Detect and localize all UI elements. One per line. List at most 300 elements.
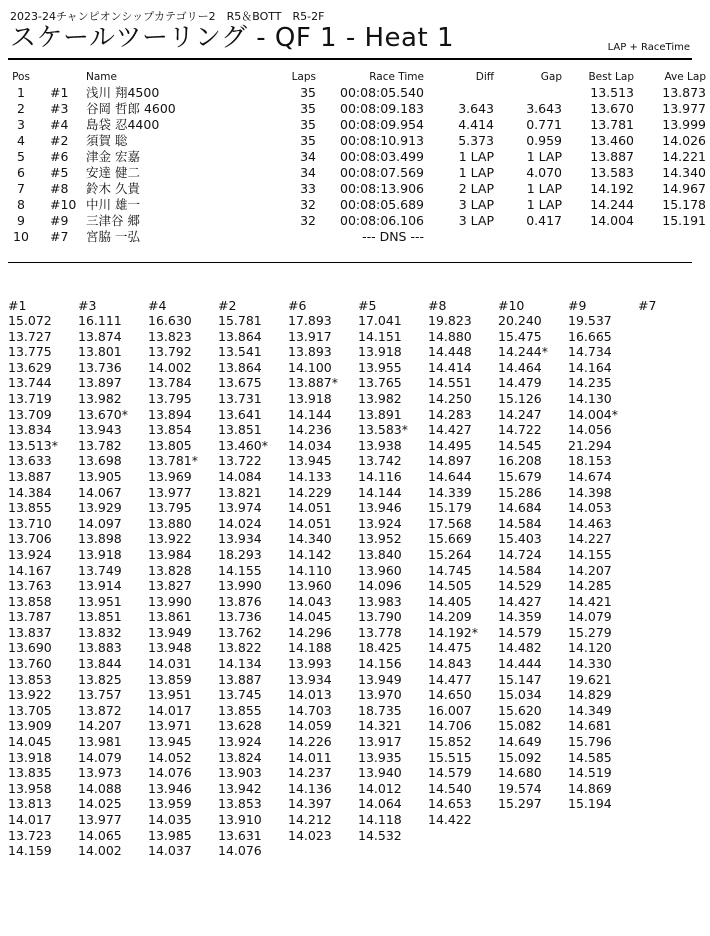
lap-time: 13.872 xyxy=(78,702,122,718)
cell-gap: 0.417 xyxy=(526,213,562,228)
cell-car-number: #7 xyxy=(50,229,69,244)
lap-time: 13.749 xyxy=(78,562,122,578)
lap-time: 14.359 xyxy=(498,609,542,625)
lap-time: 13.971 xyxy=(148,718,192,734)
lap-time: 14.209 xyxy=(428,609,472,625)
cell-ave-lap: 13.873 xyxy=(662,85,706,100)
lap-time: 14.584 xyxy=(498,515,542,531)
lap-time: 14.649 xyxy=(498,734,542,750)
lap-time: 13.731 xyxy=(218,390,262,406)
lap-time: 15.475 xyxy=(498,328,542,344)
lap-time: 13.982 xyxy=(358,390,402,406)
lap-time: 18.425 xyxy=(358,640,402,656)
header-ave-lap: Ave Lap xyxy=(664,71,706,83)
lap-time: 13.876 xyxy=(218,593,262,609)
lap-time: 14.285 xyxy=(568,578,612,594)
lap-time: 18.153 xyxy=(568,453,612,469)
lap-time: 14.156 xyxy=(358,656,402,672)
lap-time: 14.422 xyxy=(428,812,472,827)
lap-time: 13.891 xyxy=(358,406,402,422)
lap-time: 13.698 xyxy=(78,453,122,469)
lap-time: 13.641 xyxy=(218,406,262,422)
lap-time: 13.974 xyxy=(218,500,262,516)
lap-time: 14.644 xyxy=(428,468,472,484)
lap-time: 13.977 xyxy=(78,812,122,827)
lap-time: 13.834 xyxy=(8,422,52,438)
lap-time: 14.227 xyxy=(568,531,612,547)
lap-time: 13.844 xyxy=(78,656,122,672)
lap-time: 19.621 xyxy=(568,671,612,687)
lap-time: 14.164 xyxy=(568,359,612,375)
lap-time: 14.144 xyxy=(288,406,332,422)
lap-column-header: #1 xyxy=(8,298,27,313)
lap-time: 13.824 xyxy=(218,749,262,765)
cell-dns-fill xyxy=(424,229,710,245)
lap-time: 15.092 xyxy=(498,749,542,765)
lap-time: 13.832 xyxy=(78,624,122,640)
lap-time: 14.096 xyxy=(358,578,402,594)
lap-time: 13.946 xyxy=(358,500,402,516)
lap-time: 19.537 xyxy=(568,313,612,328)
result-row xyxy=(8,117,710,133)
lap-time: 14.843 xyxy=(428,656,472,672)
lap-time: 14.745 xyxy=(428,562,472,578)
cell-laps: 34 xyxy=(300,149,316,164)
cell-laps: 33 xyxy=(300,181,316,196)
lap-time: 13.840 xyxy=(358,546,402,562)
lap-time: 13.887* xyxy=(288,375,338,391)
lap-time: 13.813 xyxy=(8,796,52,812)
cell-driver-name: 三津谷 郷 xyxy=(86,213,140,228)
lap-time: 14.397 xyxy=(288,796,332,812)
lap-time: 14.545 xyxy=(498,437,542,453)
lap-time: 13.762 xyxy=(218,624,262,640)
lap-time: 13.801 xyxy=(78,344,122,360)
lap-time: 14.045 xyxy=(8,734,52,750)
lap-time: 14.237 xyxy=(288,765,332,781)
lap-time: 14.551 xyxy=(428,375,472,391)
lap-time: 14.031 xyxy=(148,656,192,672)
cell-pos: 10 xyxy=(13,229,29,244)
lap-time: 13.942 xyxy=(218,780,262,796)
lap-time: 13.922 xyxy=(148,531,192,547)
lap-time: 13.887 xyxy=(8,468,52,484)
lap-time: 14.053 xyxy=(568,500,612,516)
lap-time: 13.835 xyxy=(8,765,52,781)
lap-time: 14.002 xyxy=(78,843,122,859)
cell-diff: 2 LAP xyxy=(458,181,494,196)
lap-time: 15.620 xyxy=(498,702,542,718)
cell-diff: 4.414 xyxy=(458,117,494,132)
lap-time: 13.883 xyxy=(78,640,122,656)
lap-column-header: #10 xyxy=(498,298,525,313)
lap-time: 14.869 xyxy=(568,780,612,796)
cell-car-number: #6 xyxy=(50,149,69,164)
lap-time: 13.969 xyxy=(148,468,192,484)
lap-time: 18.735 xyxy=(358,702,402,718)
lap-time: 15.194 xyxy=(568,796,612,812)
lap-time: 19.574 xyxy=(498,780,542,796)
lap-time: 13.710 xyxy=(8,515,52,531)
cell-gap: 1 LAP xyxy=(526,197,562,212)
lap-time: 14.134 xyxy=(218,656,262,672)
lap-time: 13.917 xyxy=(288,328,332,344)
results-table xyxy=(8,70,710,245)
header-laps: Laps xyxy=(291,71,316,83)
lap-time: 13.633 xyxy=(8,453,52,469)
lap-time: 14.477 xyxy=(428,671,472,687)
lap-time: 13.778 xyxy=(358,624,402,640)
lap-time: 14.025 xyxy=(78,796,122,812)
lap-time: 13.993 xyxy=(288,656,332,672)
lap-time: 20.240 xyxy=(498,313,542,328)
lap-time: 14.880 xyxy=(428,328,472,344)
lap-time: 14.650 xyxy=(428,687,472,703)
lap-time: 13.853 xyxy=(8,671,52,687)
lap-time: 14.051 xyxy=(288,515,332,531)
lap-time: 13.914 xyxy=(78,578,122,594)
lap-time: 14.479 xyxy=(498,375,542,391)
lap-time: 13.922 xyxy=(8,687,52,703)
results-body xyxy=(8,85,710,245)
cell-ave-lap: 14.221 xyxy=(662,149,706,164)
lap-time: 13.945 xyxy=(148,734,192,750)
lap-time: 14.144 xyxy=(358,484,402,500)
cell-driver-name: 宮脇 一弘 xyxy=(86,229,140,244)
lap-time: 13.631 xyxy=(218,827,262,843)
lap-time: 14.505 xyxy=(428,578,472,594)
cell-laps: 35 xyxy=(300,85,316,100)
cell-pos: 6 xyxy=(17,165,25,180)
lap-time: 13.795 xyxy=(148,390,192,406)
lap-time: 13.959 xyxy=(148,796,192,812)
lap-time: 13.946 xyxy=(148,780,192,796)
lap-time: 15.279 xyxy=(568,624,612,640)
lap-time: 14.339 xyxy=(428,484,472,500)
lap-time: 13.775 xyxy=(8,344,52,360)
cell-diff: 3 LAP xyxy=(458,197,494,212)
lap-time: 13.854 xyxy=(148,422,192,438)
lap-time: 13.934 xyxy=(218,531,262,547)
lap-time: 13.690 xyxy=(8,640,52,656)
lap-time: 14.011 xyxy=(288,749,332,765)
lap-time: 14.463 xyxy=(568,515,612,531)
cell-laps: 34 xyxy=(300,165,316,180)
cell-driver-name: 津金 宏嘉 xyxy=(86,149,140,164)
cell-best-lap: 14.244 xyxy=(590,197,634,212)
cell-driver-name: 安達 健二 xyxy=(86,165,140,180)
lap-time: 15.264 xyxy=(428,546,472,562)
lap-time: 13.861 xyxy=(148,609,192,625)
lap-time: 13.982 xyxy=(78,390,122,406)
header-name: Name xyxy=(86,71,117,83)
lap-time: 13.981 xyxy=(78,734,122,750)
result-row xyxy=(8,101,710,117)
cell-driver-name: 中川 雄一 xyxy=(86,197,140,212)
lap-time: 14.482 xyxy=(498,640,542,656)
lap-time: 13.821 xyxy=(218,484,262,500)
lap-time: 13.918 xyxy=(358,344,402,360)
lap-time: 13.757 xyxy=(78,687,122,703)
lap-time: 13.897 xyxy=(78,375,122,391)
result-row xyxy=(8,181,710,197)
cell-race-time: 00:08:13.906 xyxy=(340,181,424,196)
lap-time: 14.384 xyxy=(8,484,52,500)
lap-time: 13.903 xyxy=(218,765,262,781)
lap-time: 13.910 xyxy=(218,812,262,827)
cell-laps: 35 xyxy=(300,133,316,148)
lap-time: 14.250 xyxy=(428,390,472,406)
lap-time: 14.897 xyxy=(428,453,472,469)
lap-time: 13.790 xyxy=(358,609,402,625)
lap-time: 13.736 xyxy=(78,359,122,375)
lap-time: 13.949 xyxy=(148,624,192,640)
lap-column-header: #2 xyxy=(218,298,237,313)
lap-time: 13.924 xyxy=(8,546,52,562)
lap-time: 13.795 xyxy=(148,500,192,516)
cell-ave-lap: 14.026 xyxy=(662,133,706,148)
lap-time: 13.945 xyxy=(288,453,332,469)
results-divider xyxy=(8,262,692,263)
lap-time: 16.007 xyxy=(428,702,472,718)
lap-time: 15.126 xyxy=(498,390,542,406)
lap-time: 14.427 xyxy=(428,422,472,438)
lap-time: 14.084 xyxy=(218,468,262,484)
lap-time: 13.460* xyxy=(218,437,268,453)
lap-time: 13.859 xyxy=(148,671,192,687)
lap-time: 13.675 xyxy=(218,375,262,391)
lap-time: 14.118 xyxy=(358,812,402,827)
cell-best-lap: 13.781 xyxy=(590,117,634,132)
lap-time: 13.898 xyxy=(78,531,122,547)
cell-race-time: 00:08:05.689 xyxy=(340,197,424,212)
lap-time: 13.952 xyxy=(358,531,402,547)
lap-time: 13.960 xyxy=(288,578,332,594)
lap-column xyxy=(218,298,288,859)
cell-car-number: #8 xyxy=(50,181,69,196)
lap-time: 14.100 xyxy=(288,359,332,375)
lap-time: 13.727 xyxy=(8,328,52,344)
lap-time: 14.464 xyxy=(498,359,542,375)
lap-time: 13.763 xyxy=(8,578,52,594)
lap-time: 14.207 xyxy=(568,562,612,578)
cell-best-lap: 13.583 xyxy=(590,165,634,180)
cell-race-time: 00:08:05.540 xyxy=(340,85,424,100)
lap-time: 14.235 xyxy=(568,375,612,391)
lap-time: 21.294 xyxy=(568,437,612,453)
lap-time: 13.823 xyxy=(148,328,192,344)
lap-time: 13.853 xyxy=(218,796,262,812)
lap-time: 13.827 xyxy=(148,578,192,594)
lap-time: 16.665 xyxy=(568,328,612,344)
cell-car-number: #3 xyxy=(50,101,69,116)
lap-time: 14.142 xyxy=(288,546,332,562)
lap-time: 14.116 xyxy=(358,468,402,484)
lap-time: 14.398 xyxy=(568,484,612,500)
lap-time: 14.207 xyxy=(78,718,122,734)
lap-time: 14.064 xyxy=(358,796,402,812)
lap-time: 13.851 xyxy=(78,609,122,625)
result-row xyxy=(8,133,710,149)
lap-time: 14.229 xyxy=(288,484,332,500)
lap-time: 15.297 xyxy=(498,796,542,812)
cell-best-lap: 13.513 xyxy=(590,85,634,100)
lap-time: 15.852 xyxy=(428,734,472,750)
lap-column-header: #6 xyxy=(288,298,307,313)
result-row xyxy=(8,149,710,165)
lap-time: 14.002 xyxy=(148,359,192,375)
cell-pos: 3 xyxy=(17,117,25,132)
result-row xyxy=(8,213,710,229)
lap-time: 13.719 xyxy=(8,390,52,406)
lap-time: 13.782 xyxy=(78,437,122,453)
cell-gap: 4.070 xyxy=(526,165,562,180)
cell-driver-name: 鈴木 久貴 xyxy=(86,181,140,196)
title-divider xyxy=(8,58,692,60)
cell-driver-name: 島袋 忍4400 xyxy=(86,117,160,132)
lap-time: 14.065 xyxy=(78,827,122,843)
lap-time: 13.784 xyxy=(148,375,192,391)
lap-time: 14.035 xyxy=(148,812,192,827)
lap-time: 15.515 xyxy=(428,749,472,765)
lap-time: 13.977 xyxy=(148,484,192,500)
lap-time: 14.167 xyxy=(8,562,52,578)
lap-column xyxy=(638,298,708,313)
header-pos: Pos xyxy=(12,71,30,83)
cell-diff: 1 LAP xyxy=(458,149,494,164)
cell-pos: 5 xyxy=(17,149,25,164)
cell-dns-status: --- DNS --- xyxy=(362,229,424,244)
lap-time: 13.958 xyxy=(8,780,52,796)
lap-time: 13.628 xyxy=(218,718,262,734)
lap-time: 15.082 xyxy=(498,718,542,734)
lap-time: 13.541 xyxy=(218,344,262,360)
lap-time: 13.887 xyxy=(218,671,262,687)
lap-time: 14.414 xyxy=(428,359,472,375)
lap-time: 13.864 xyxy=(218,359,262,375)
lap-time: 13.970 xyxy=(358,687,402,703)
cell-car-number: #2 xyxy=(50,133,69,148)
lap-time: 13.951 xyxy=(148,687,192,703)
lap-time: 14.017 xyxy=(148,702,192,718)
lap-time: 13.670* xyxy=(78,406,128,422)
cell-pos: 8 xyxy=(17,197,25,212)
lap-time: 14.283 xyxy=(428,406,472,422)
lap-time: 13.990 xyxy=(148,593,192,609)
lap-time: 14.247 xyxy=(498,406,542,422)
lap-time: 13.929 xyxy=(78,500,122,516)
cell-gap: 1 LAP xyxy=(526,149,562,164)
cell-race-time: 00:08:09.954 xyxy=(340,117,424,132)
lap-time: 14.155 xyxy=(568,546,612,562)
cell-race-time: 00:08:10.913 xyxy=(340,133,424,148)
cell-gap xyxy=(494,85,562,101)
cell-driver-name: 須賀 聡 xyxy=(86,133,128,148)
lap-time: 13.949 xyxy=(358,671,402,687)
lap-time: 14.056 xyxy=(568,422,612,438)
cell-ave-lap: 13.999 xyxy=(662,117,706,132)
lap-time: 13.745 xyxy=(218,687,262,703)
lap-time: 14.076 xyxy=(148,765,192,781)
cell-laps: 35 xyxy=(300,101,316,116)
lap-time: 13.955 xyxy=(358,359,402,375)
lap-time: 13.722 xyxy=(218,453,262,469)
header-race-time: Race Time xyxy=(369,71,424,83)
lap-time: 13.918 xyxy=(78,546,122,562)
lap-time: 14.829 xyxy=(568,687,612,703)
lap-time: 14.226 xyxy=(288,734,332,750)
lap-time: 14.579 xyxy=(428,765,472,781)
lap-time: 14.584 xyxy=(498,562,542,578)
header-best-lap: Best Lap xyxy=(588,71,634,83)
cell-pos: 9 xyxy=(17,213,25,228)
lap-time: 14.155 xyxy=(218,562,262,578)
lap-time: 14.097 xyxy=(78,515,122,531)
cell-dns-spacer xyxy=(266,229,316,245)
cell-gap: 3.643 xyxy=(526,101,562,116)
lap-time: 14.724 xyxy=(498,546,542,562)
lap-time: 13.990 xyxy=(218,578,262,594)
cell-car-number: #5 xyxy=(50,165,69,180)
cell-best-lap: 13.887 xyxy=(590,149,634,164)
cell-car-number: #4 xyxy=(50,117,69,132)
lap-time: 14.444 xyxy=(498,656,542,672)
lap-time: 15.669 xyxy=(428,531,472,547)
lap-time: 14.192* xyxy=(428,624,478,640)
lap-column-header: #4 xyxy=(148,298,167,313)
result-row xyxy=(8,85,710,101)
lap-column xyxy=(78,298,148,859)
lap-time: 15.286 xyxy=(498,484,542,500)
lap-column xyxy=(8,298,78,859)
cell-best-lap: 13.460 xyxy=(590,133,634,148)
lap-time: 14.110 xyxy=(288,562,332,578)
lap-time: 14.684 xyxy=(498,500,542,516)
lap-time: 13.709 xyxy=(8,406,52,422)
cell-race-time: 00:08:09.183 xyxy=(340,101,424,116)
lap-time: 14.540 xyxy=(428,780,472,796)
lap-column-header: #5 xyxy=(358,298,377,313)
lap-time: 14.244* xyxy=(498,344,548,360)
lap-time: 14.703 xyxy=(288,702,332,718)
cell-car-number: #1 xyxy=(50,85,69,100)
lap-time: 14.706 xyxy=(428,718,472,734)
result-row-dns xyxy=(8,229,710,245)
lap-time: 14.212 xyxy=(288,812,332,827)
lap-time: 15.403 xyxy=(498,531,542,547)
lap-time: 14.037 xyxy=(148,843,192,859)
lap-time: 15.796 xyxy=(568,734,612,750)
lap-time: 14.321 xyxy=(358,718,402,734)
lap-time: 14.045 xyxy=(288,609,332,625)
cell-laps: 32 xyxy=(300,213,316,228)
lap-time: 14.120 xyxy=(568,640,612,656)
lap-time: 14.532 xyxy=(358,827,402,843)
cell-race-time: 00:08:06.106 xyxy=(340,213,424,228)
lap-time: 13.985 xyxy=(148,827,192,843)
lap-column xyxy=(498,298,568,812)
cell-laps: 35 xyxy=(300,117,316,132)
lap-time: 13.951 xyxy=(78,593,122,609)
lap-time: 14.151 xyxy=(358,328,402,344)
lap-time: 14.051 xyxy=(288,500,332,516)
lap-time: 14.079 xyxy=(78,749,122,765)
lap-time: 14.012 xyxy=(358,780,402,796)
lap-time: 13.909 xyxy=(8,718,52,734)
lap-time: 14.722 xyxy=(498,422,542,438)
lap-time: 14.133 xyxy=(288,468,332,484)
lap-time: 15.147 xyxy=(498,671,542,687)
